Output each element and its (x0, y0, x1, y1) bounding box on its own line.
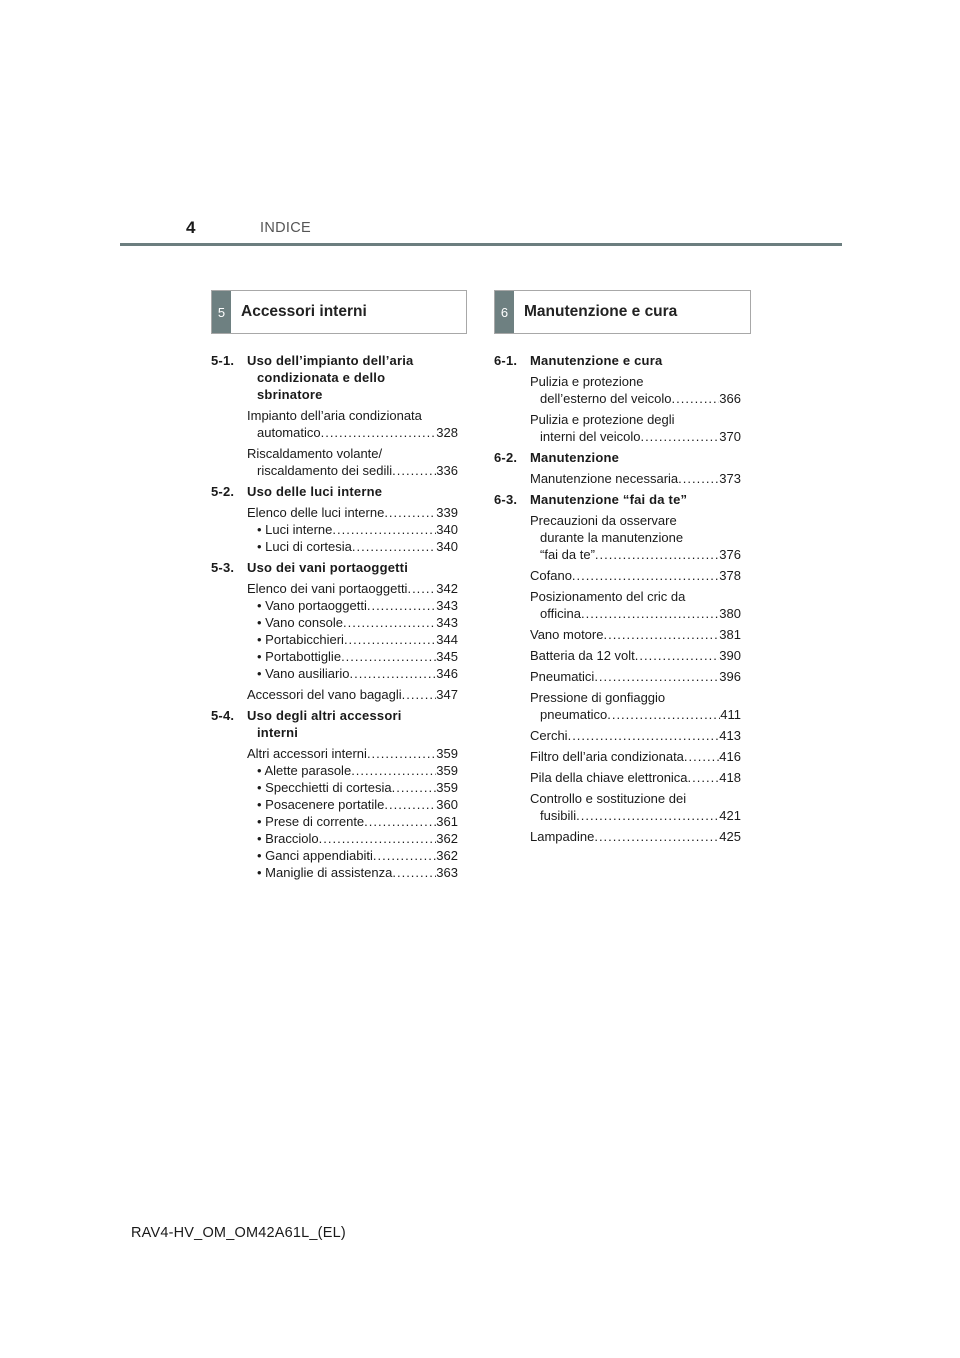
toc-entry[interactable]: Precauzioni da osservare durante la manutenzione “fai da te” ..... 376 (530, 512, 741, 563)
toc-group-heading: 5-1. Uso dell’impianto dell’aria condizionata e dello sbrinatore (211, 353, 414, 402)
page-number: 4 (186, 218, 196, 237)
toc-entry[interactable]: Lampadine ..... 425 (530, 828, 741, 845)
page-ref: 411 (720, 707, 741, 722)
toc-entry[interactable]: Manutenzione necessaria ..... 373 (530, 470, 741, 487)
toc-subentry[interactable]: • Bracciolo ..... 362 (257, 830, 458, 847)
page-ref: 339 (436, 505, 458, 520)
toc-entry[interactable]: Riscaldamento volante/ riscaldamento dei sedili ..... 336 (247, 445, 458, 479)
toc-entry[interactable]: Cerchi ..... 413 (530, 727, 741, 744)
toc-subentry[interactable]: • Portabottiglie ..... 345 (257, 648, 458, 665)
page-ref: 373 (719, 471, 741, 486)
toc-entry[interactable]: Filtro dell’aria condizionata ..... 416 (530, 748, 741, 765)
page-ref: 336 (436, 463, 458, 478)
toc-group-heading: 5-2. Uso delle luci interne (211, 484, 383, 499)
toc-subentry[interactable]: • Vano portaoggetti ..... 343 (257, 597, 458, 614)
toc-subentry[interactable]: • Vano console ..... 343 (257, 614, 458, 631)
toc-group-5-2 (211, 483, 458, 555)
toc-entry[interactable]: Pneumatici ..... 396 (530, 668, 741, 685)
toc-entry[interactable]: Elenco dei vani portaoggetti ..... 342 (247, 580, 458, 597)
toc-subentry[interactable]: • Alette parasole ..... 359 (257, 762, 458, 779)
toc-entry[interactable]: Pulizia e protezione degli interni del veicolo ..... 370 (530, 411, 741, 445)
page-ref: 380 (719, 606, 741, 621)
toc-subentry[interactable]: • Maniglie di assistenza ..... 363 (257, 864, 458, 881)
toc-entry[interactable]: Accessori del vano bagagli ..... 347 (247, 686, 458, 703)
toc-subentry[interactable]: • Luci interne ..... 340 (257, 521, 458, 538)
page-ref: 359 (436, 746, 458, 761)
toc-entry[interactable]: Pulizia e protezione dell’esterno del veicolo ..... 366 (530, 373, 741, 407)
toc-group-heading: 6-3. Manutenzione “fai da te” (494, 492, 688, 507)
toc-group-5-3 (211, 559, 458, 703)
page-ref: 418 (719, 770, 741, 785)
page-ref: 425 (719, 829, 741, 844)
page-ref: 347 (436, 687, 458, 702)
toc-entry[interactable]: Batteria da 12 volt ..... 390 (530, 647, 741, 664)
section-number-badge: 6 (495, 291, 514, 333)
toc-subentry[interactable]: • Specchietti di cortesia ..... 359 (257, 779, 458, 796)
toc-subentry[interactable]: • Prese di corrente ..... 361 (257, 813, 458, 830)
toc-entry[interactable]: Posizionamento del cric da officina ..... 380 (530, 588, 741, 622)
toc-group-6-1 (494, 352, 741, 445)
page-ref: 416 (719, 749, 741, 764)
section-5-header (211, 290, 467, 334)
page-ref: 370 (719, 429, 741, 444)
toc-group-5-1 (211, 352, 458, 479)
header-title: INDICE (260, 220, 311, 236)
page-ref: 342 (436, 581, 458, 596)
page-ref: 421 (719, 808, 741, 823)
section-number-badge: 5 (212, 291, 231, 333)
toc-subentry[interactable]: • Ganci appendiabiti ..... 362 (257, 847, 458, 864)
page-header (120, 0, 842, 246)
toc-entry[interactable]: Elenco delle luci interne ..... 339 (247, 504, 458, 521)
toc-entry[interactable]: Pila della chiave elettronica ..... 418 (530, 769, 741, 786)
page-ref: 396 (719, 669, 741, 684)
toc-group-heading: 5-4. Uso degli altri accessori interni (211, 708, 402, 740)
toc-entry[interactable]: Vano motore ..... 381 (530, 626, 741, 643)
toc-group-heading: 5-3. Uso dei vani portaoggetti (211, 560, 409, 575)
toc-entry[interactable]: Altri accessori interni ..... 359 (247, 745, 458, 762)
page-ref: 378 (719, 568, 741, 583)
page-ref: 328 (436, 425, 458, 440)
toc-column-right (494, 352, 741, 849)
section-6-header (494, 290, 751, 334)
toc-group-5-4 (211, 707, 458, 881)
section-title: Manutenzione e cura (524, 303, 678, 320)
toc-subentry[interactable]: • Luci di cortesia ..... 340 (257, 538, 458, 555)
toc-group-6-2 (494, 449, 741, 487)
toc-subentry[interactable]: • Portabicchieri ..... 344 (257, 631, 458, 648)
toc-entry[interactable]: Pressione di gonfiaggio pneumatico ..... 411 (530, 689, 741, 723)
toc-subentry[interactable]: • Vano ausiliario ..... 346 (257, 665, 458, 682)
section-title: Accessori interni (241, 303, 367, 320)
toc-group-heading: 6-2. Manutenzione (494, 450, 620, 465)
page-ref: 366 (719, 391, 741, 406)
footer-code: RAV4-HV_OM_OM42A61L_(EL) (131, 1225, 346, 1241)
toc-column-left (211, 352, 458, 885)
page-ref: 390 (719, 648, 741, 663)
page-ref: 376 (719, 547, 741, 562)
toc-subentry[interactable]: • Posacenere portatile ..... 360 (257, 796, 458, 813)
toc-entry[interactable]: Controllo e sostituzione dei fusibili ..... 421 (530, 790, 741, 824)
toc-entry[interactable]: Cofano ..... 378 (530, 567, 741, 584)
page-ref: 413 (719, 728, 741, 743)
toc-group-6-3 (494, 491, 741, 845)
page-ref: 381 (719, 627, 741, 642)
toc-group-heading: 6-1. Manutenzione e cura (494, 353, 663, 368)
header-rule (120, 243, 842, 246)
toc-entry[interactable]: Impianto dell’aria condizionata automatico ..... 328 (247, 407, 458, 441)
